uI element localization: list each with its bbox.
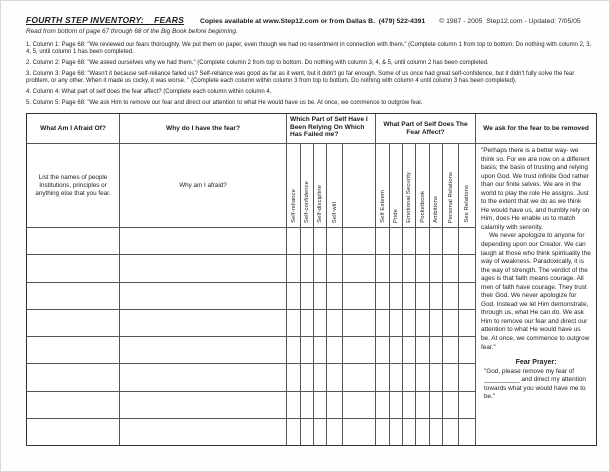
check-rows [327, 228, 342, 445]
entry-cell[interactable] [416, 419, 429, 445]
check-rows [343, 228, 375, 445]
subcolumn-label-cell [327, 144, 342, 228]
fear-prayer-title: Fear Prayer: [515, 359, 557, 367]
entry-cell[interactable] [314, 283, 326, 310]
subcolumn-pride [390, 144, 403, 445]
entry-cell[interactable] [403, 283, 415, 310]
entry-cell[interactable] [459, 228, 475, 255]
removal-text-cell [476, 144, 596, 445]
entry-cell[interactable] [390, 337, 402, 364]
subcolumn-label-cell [287, 144, 300, 228]
entry-cell[interactable] [120, 364, 286, 391]
entry-cell[interactable] [376, 419, 389, 445]
entry-cell[interactable] [343, 255, 375, 282]
fears-inventory-table [26, 113, 597, 446]
entry-cell[interactable] [287, 310, 300, 337]
entry-cell[interactable] [343, 337, 375, 364]
check-rows [403, 228, 415, 445]
page-title: FOURTH STEP INVENTORY: FEARS [26, 15, 184, 25]
subcolumn-label: Pocketbook [419, 191, 426, 223]
entry-cell[interactable] [287, 337, 300, 364]
entry-cell[interactable] [343, 310, 375, 337]
entry-cell[interactable] [120, 228, 286, 255]
entry-cell[interactable] [430, 392, 442, 419]
entry-cell[interactable] [403, 228, 415, 255]
column-why-fear-hint: Why am I afraid? [120, 144, 286, 228]
column-self-affected [376, 114, 476, 445]
entry-cell[interactable] [376, 392, 389, 419]
entry-cell[interactable] [390, 419, 402, 445]
entry-cell[interactable] [403, 337, 415, 364]
entry-cell[interactable] [430, 419, 442, 445]
entry-cell[interactable] [343, 228, 375, 255]
entry-cell[interactable] [343, 364, 375, 391]
removal-paragraph-2: We never apologize to anyone for depending upon our Creator. We can laugh at those who think spirituality the way of weakness. Paradoxically, it is the way of strength. The verdict of the ages is that faith means courage. All men of faith have courage. They trust their God. We never apologize for God. Instead we let Him demonstrate, through us, what He can do. We ask Him to remove our fear and direct our attention to what He would have us be. At once, we commence to outgrow fear." [481, 232, 591, 351]
entry-cell[interactable] [459, 419, 475, 445]
subcolumn-label: Emotional Security [406, 172, 412, 223]
column-self-relied-on [287, 114, 376, 445]
subcolumn-pocketbook [416, 144, 430, 445]
entry-cell[interactable] [327, 337, 342, 364]
entry-cell[interactable] [416, 337, 429, 364]
entry-cell[interactable] [287, 419, 300, 445]
check-rows [443, 228, 458, 445]
instruction-3: 3. Column 3: Page 68: "Wasn't it because self-reliance failed us? Self-reliance was good as far as it went, but it didn't go far enough. Some of us once had great self-confidence, but it didn't fully solve the fear problem, or any other. When it made us cocky, it was worse. " (Complete each column within column 3 from top to bottom. Do nothing with column 4 until column 3 has been completed). [26, 71, 575, 85]
subcolumn-self-confidence [301, 144, 314, 445]
column-removal [476, 114, 596, 445]
self-relied-on-subcolumns [287, 144, 375, 445]
entry-cell[interactable] [403, 310, 415, 337]
entry-cell[interactable] [416, 283, 429, 310]
subcolumn-ambitions [430, 144, 443, 445]
subcolumn-label: Self-reliance [290, 188, 297, 223]
entry-cell[interactable] [287, 283, 300, 310]
entry-cell[interactable] [301, 228, 313, 255]
subcolumn-label-cell [376, 144, 389, 228]
page-header [26, 15, 593, 111]
entry-cell[interactable] [430, 228, 442, 255]
entry-cell[interactable] [459, 283, 475, 310]
check-rows [314, 228, 326, 445]
subcolumn-label: Self Esteem [379, 190, 386, 223]
entry-cell[interactable] [120, 392, 286, 419]
entry-cell[interactable] [430, 310, 442, 337]
column-removal-header: We ask for the fear to be removed [476, 114, 596, 144]
entry-cell[interactable] [327, 419, 342, 445]
column-self-affected-header: What Part of Self Does The Fear Affect? [376, 114, 475, 144]
entry-cell[interactable] [27, 392, 119, 419]
check-rows [459, 228, 475, 445]
entry-cell[interactable] [343, 283, 375, 310]
subcolumn-self-esteem [376, 144, 390, 445]
subcolumn-self-reliance [287, 144, 301, 445]
subcolumn-sex-relations [459, 144, 475, 445]
subcolumn-label-cell [314, 144, 326, 228]
entry-cell[interactable] [287, 364, 300, 391]
subcolumn-label: Self-discipline [317, 185, 323, 223]
afraid-of-entry-rows [27, 228, 119, 445]
entry-cell[interactable] [443, 419, 458, 445]
subcolumn-label-cell [403, 144, 415, 228]
entry-cell[interactable] [443, 283, 458, 310]
column-afraid-of-hint: List the names of people Institutions, principles or anything else that you fear. [27, 144, 119, 228]
column-why-fear [120, 114, 287, 445]
entry-cell[interactable] [301, 255, 313, 282]
entry-cell[interactable] [459, 337, 475, 364]
title-bar [26, 15, 593, 25]
entry-cell[interactable] [120, 419, 286, 445]
entry-cell[interactable] [459, 392, 475, 419]
entry-cell[interactable] [27, 364, 119, 391]
subcolumn-label: Sex Relations [464, 185, 470, 223]
entry-cell[interactable] [376, 310, 389, 337]
entry-cell[interactable] [376, 364, 389, 391]
entry-cell[interactable] [327, 283, 342, 310]
entry-cell[interactable] [120, 337, 286, 364]
entry-cell[interactable] [120, 310, 286, 337]
entry-cell[interactable] [390, 228, 402, 255]
subcolumn-label: Self-will [331, 201, 338, 223]
entry-cell[interactable] [27, 419, 119, 445]
entry-cell[interactable] [443, 255, 458, 282]
check-rows [301, 228, 313, 445]
column-afraid-of-header: What Am I Afraid Of? [27, 114, 119, 144]
entry-cell[interactable] [459, 310, 475, 337]
entry-cell[interactable] [287, 255, 300, 282]
entry-cell[interactable] [390, 364, 402, 391]
check-rows [430, 228, 442, 445]
entry-cell[interactable] [443, 310, 458, 337]
entry-cell[interactable] [430, 337, 442, 364]
instruction-1: 1. Column 1: Page 68: "We reviewed our fears thoroughly. We put them on paper, even though we had no resentment in connection with them." (Complete column 1 from top to bottom. Do nothing with column 2, 3, 4, 5, until column 1 has been completed. [26, 42, 592, 56]
subcolumn-label: Ambitions [433, 196, 439, 223]
subcolumn-label-cell [459, 144, 475, 228]
entry-cell[interactable] [376, 337, 389, 364]
entry-cell[interactable] [403, 392, 415, 419]
entry-cell[interactable] [459, 255, 475, 282]
entry-cell[interactable] [443, 337, 458, 364]
entry-cell[interactable] [27, 255, 119, 282]
subcolumn-label: Personal Relations [447, 171, 454, 223]
removal-paragraph-1: "Perhaps there is a better way- we think so. For we are now on a different basis; the basis of trusting and relying upon God. We trust infinite God rather than our finite selves. We are in the world to play the role He assigns. Just to the extent that we do as we think He would have us, and humbly rely on Him, does He enable us to match calamity with serenity. [481, 147, 590, 231]
subcolumn-emotional-security [403, 144, 416, 445]
entry-cell[interactable] [443, 364, 458, 391]
entry-cell[interactable] [314, 364, 326, 391]
entry-cell[interactable] [120, 283, 286, 310]
entry-cell[interactable] [301, 419, 313, 445]
subcolumn-self-will [327, 144, 343, 445]
entry-cell[interactable] [27, 310, 119, 337]
entry-cell[interactable] [416, 228, 429, 255]
entry-cell[interactable] [327, 310, 342, 337]
check-rows [390, 228, 402, 445]
entry-cell[interactable] [390, 392, 402, 419]
entry-cell[interactable] [390, 255, 402, 282]
entry-cell[interactable] [314, 228, 326, 255]
fear-prayer-text: "God, please remove my fear of __________ and direct my attention towards what you would have me to be." [484, 367, 586, 401]
entry-cell[interactable] [430, 255, 442, 282]
entry-cell[interactable] [416, 255, 429, 282]
entry-cell[interactable] [459, 364, 475, 391]
subcolumn-label: Self-confidence [304, 180, 310, 223]
entry-cell[interactable] [403, 364, 415, 391]
entry-cell[interactable] [443, 228, 458, 255]
entry-cell[interactable] [327, 228, 342, 255]
column-self-relied-on-header: Which Part of Self Have I Been Relying On Which Has Failed me? [287, 114, 375, 144]
entry-cell[interactable] [314, 392, 326, 419]
copyright-text: © 1987 - 2005 Step12.com - Updated: 7/05/05 [439, 18, 581, 25]
instruction-4: 4. Column 4: What part of self does the fear affect? (Complete each column within column 4. [26, 89, 272, 96]
entry-cell[interactable] [314, 255, 326, 282]
subcolumn-label-cell [390, 144, 402, 228]
entry-cell[interactable] [301, 392, 313, 419]
check-rows [416, 228, 429, 445]
entry-cell[interactable] [390, 310, 402, 337]
entry-cell[interactable] [301, 337, 313, 364]
subcolumn-label-cell [301, 144, 313, 228]
subcolumn-label-cell [430, 144, 442, 228]
subcolumn-label-cell [416, 144, 429, 228]
entry-cell[interactable] [314, 310, 326, 337]
entry-cell[interactable] [430, 364, 442, 391]
check-rows [376, 228, 389, 445]
instruction-2: 2. Column 2: Page 68: "We asked ourselves why we had them." (Complete column 2 from top to bottom. Do nothing with column 3, 4, & 5, until column 2 has been completed. [26, 60, 489, 67]
entry-cell[interactable] [301, 310, 313, 337]
subcolumn-blank [343, 144, 375, 445]
entry-cell[interactable] [301, 364, 313, 391]
entry-cell[interactable] [376, 228, 389, 255]
entry-cell[interactable] [416, 364, 429, 391]
subcolumn-self-discipline [314, 144, 327, 445]
entry-cell[interactable] [27, 228, 119, 255]
entry-cell[interactable] [301, 283, 313, 310]
entry-cell[interactable] [343, 419, 375, 445]
entry-cell[interactable] [343, 392, 375, 419]
entry-cell[interactable] [27, 337, 119, 364]
copies-info: Copies available at www.Step12.com or from Dallas B. (479) 522-4391 [199, 18, 426, 25]
entry-cell[interactable] [403, 419, 415, 445]
column-why-fear-header: Why do I have the fear? [120, 114, 286, 144]
entry-cell[interactable] [327, 255, 342, 282]
entry-cell[interactable] [416, 310, 429, 337]
column-afraid-of [27, 114, 120, 445]
entry-cell[interactable] [403, 255, 415, 282]
entry-cell[interactable] [27, 283, 119, 310]
entry-cell[interactable] [287, 392, 300, 419]
why-fear-entry-rows [120, 228, 286, 445]
check-rows [287, 228, 300, 445]
self-affected-subcolumns [376, 144, 475, 445]
subcolumn-label: Pride [393, 208, 399, 223]
subcolumn-label-cell [343, 144, 375, 228]
read-instruction: Read from bottom of page 67 through 68 of the Big Book before beginning. [26, 28, 238, 35]
subcolumn-label-cell [443, 144, 458, 228]
entry-cell[interactable] [327, 392, 342, 419]
entry-cell[interactable] [376, 283, 389, 310]
instruction-5: 5. Column 5: Page 68: "We ask Him to remove our fear and direct our attention to what He would have us be. At once, we commence to outgrow fear. [26, 100, 423, 107]
entry-cell[interactable] [327, 364, 342, 391]
entry-cell[interactable] [314, 337, 326, 364]
entry-cell[interactable] [376, 255, 389, 282]
entry-cell[interactable] [287, 228, 300, 255]
entry-cell[interactable] [390, 283, 402, 310]
entry-cell[interactable] [416, 392, 429, 419]
entry-cell[interactable] [314, 419, 326, 445]
entry-cell[interactable] [443, 392, 458, 419]
entry-cell[interactable] [120, 255, 286, 282]
subcolumn-personal-relations [443, 144, 459, 445]
entry-cell[interactable] [430, 283, 442, 310]
instructions-list [26, 42, 593, 107]
